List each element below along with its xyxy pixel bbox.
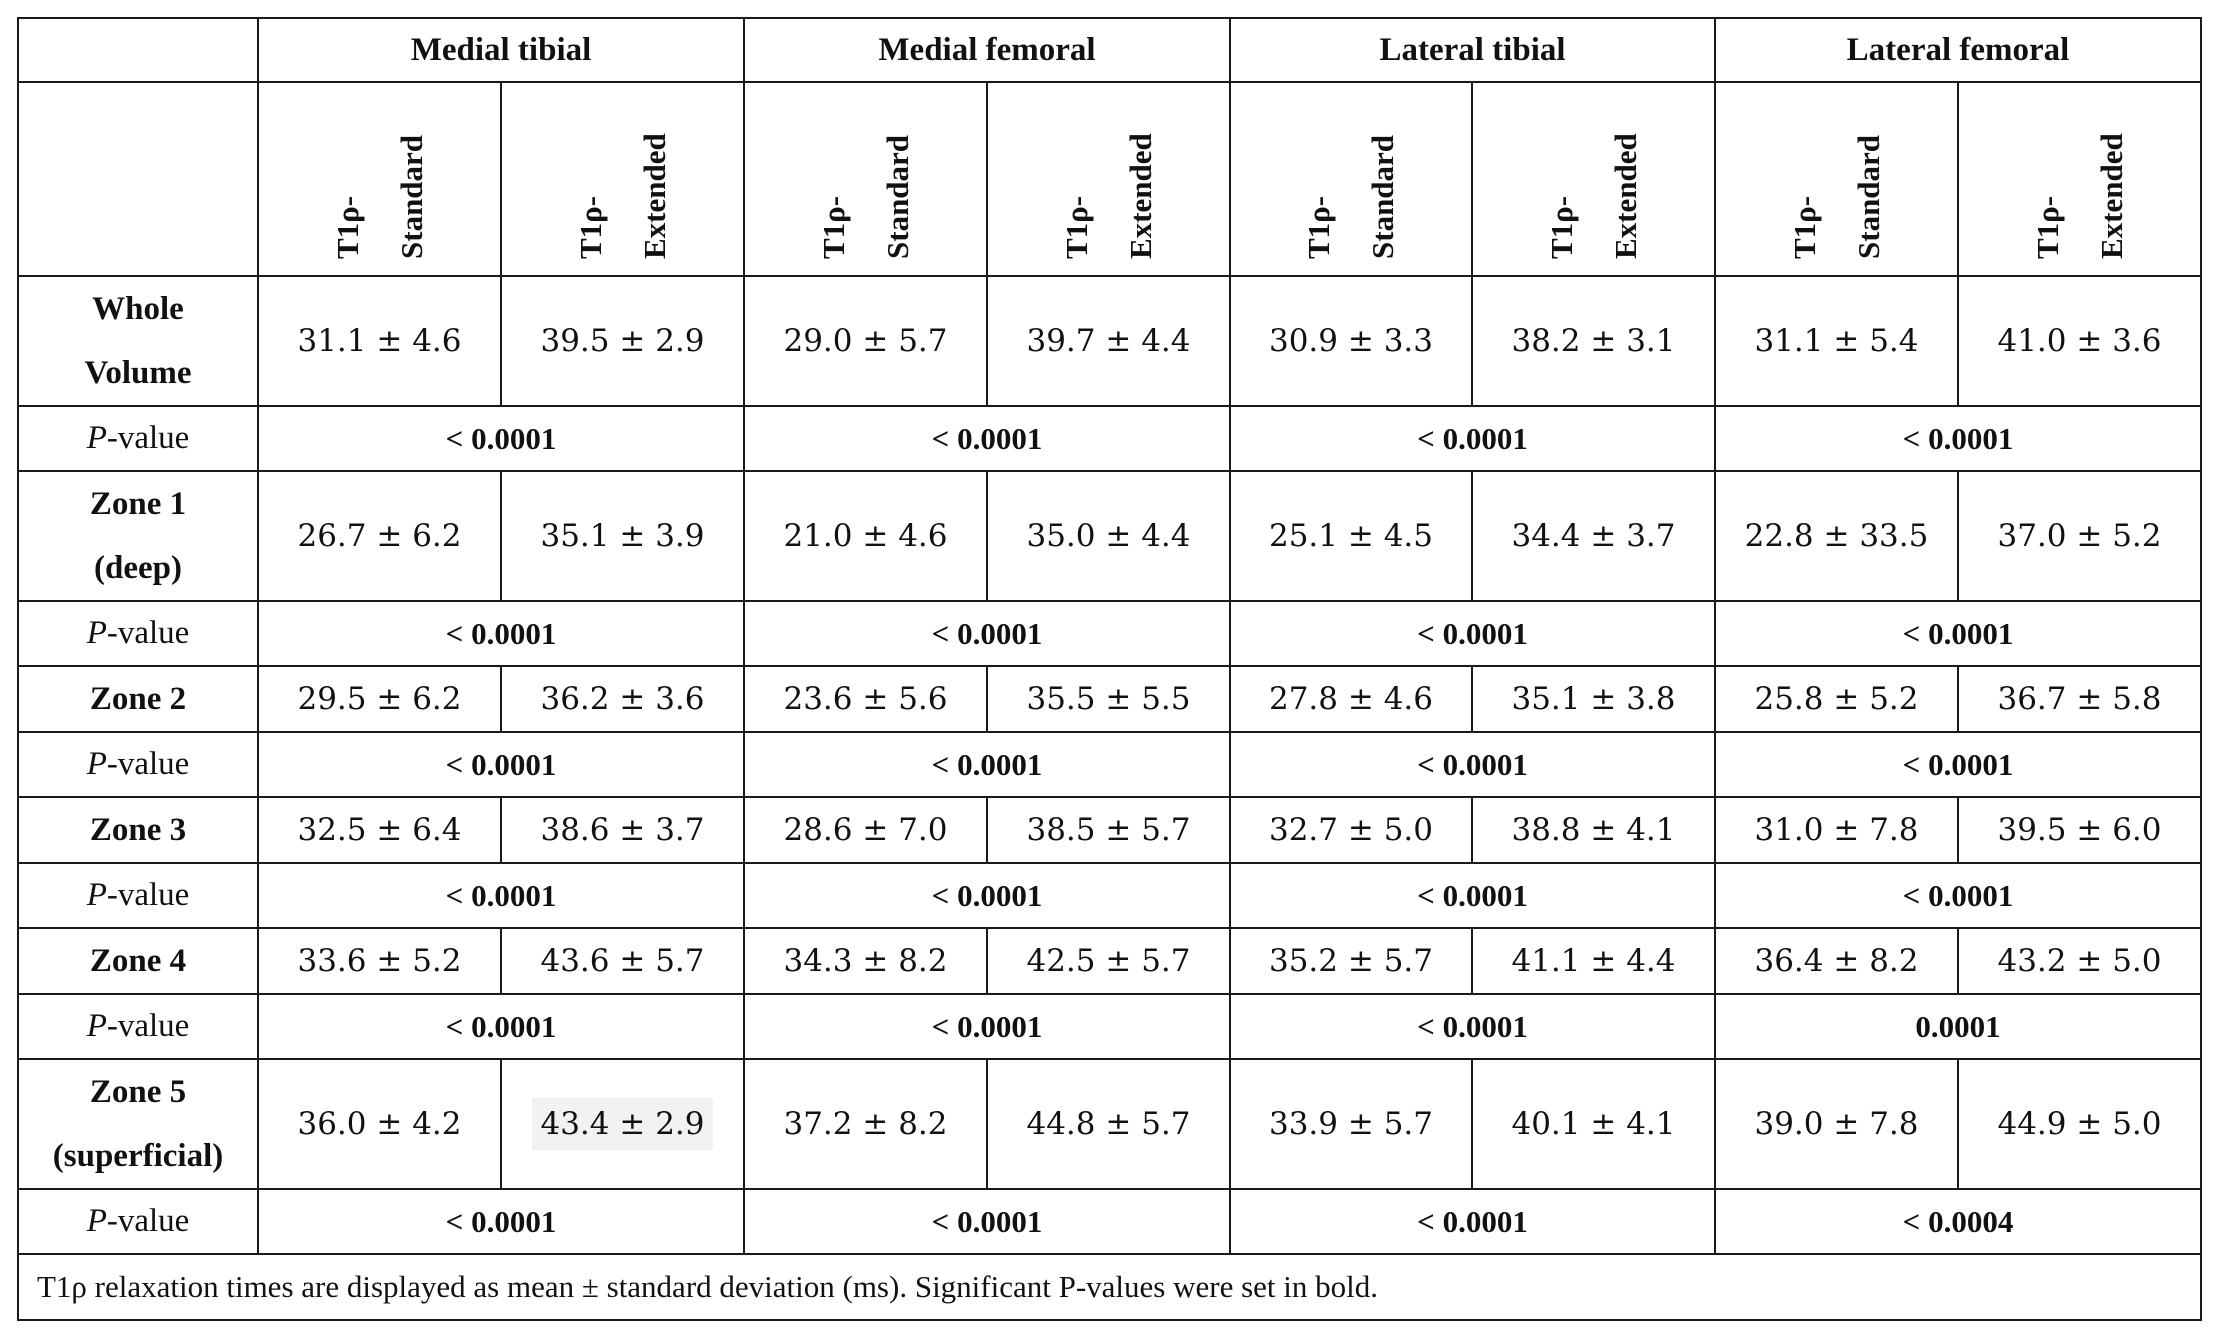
subheader-line1: T1ρ- <box>815 195 851 259</box>
value-cell <box>501 797 744 863</box>
group-header: Medial tibial <box>258 18 744 82</box>
p-value-label <box>18 863 258 928</box>
p-value-cell: < 0.0001 <box>258 601 744 666</box>
value-text: 37.2 ± 8.2 <box>783 1106 948 1142</box>
p-value-cell: < 0.0001 <box>1230 732 1715 797</box>
value-cell <box>1958 471 2201 601</box>
p-value-cell: < 0.0004 <box>1715 1189 2201 1254</box>
data-row <box>18 666 2201 732</box>
row-label-line: (superficial) <box>52 1138 224 1174</box>
subheader-line1: T1ρ- <box>2029 195 2065 259</box>
value-text: 41.0 ± 3.6 <box>1997 323 2162 359</box>
value-text: 31.0 ± 7.8 <box>1754 812 1919 848</box>
footnote-row <box>18 1254 2201 1320</box>
value-text: 25.8 ± 5.2 <box>1754 681 1919 717</box>
value-text: 35.0 ± 4.4 <box>1026 518 1191 554</box>
p-value-cell: < 0.0001 <box>1230 994 1715 1059</box>
p-value-row <box>18 406 2201 471</box>
rotated-label <box>316 99 444 259</box>
value-cell <box>1715 797 1958 863</box>
p-value-row <box>18 863 2201 928</box>
value-cell <box>1472 1059 1715 1189</box>
p-value-label <box>18 406 258 471</box>
value-text: 30.9 ± 3.3 <box>1268 323 1433 359</box>
value-cell <box>987 1059 1230 1189</box>
value-text: 35.1 ± 3.8 <box>1511 681 1676 717</box>
row-label <box>18 666 258 732</box>
value-cell <box>987 276 1230 406</box>
value-text: 26.7 ± 6.2 <box>297 518 462 554</box>
row-label <box>18 928 258 994</box>
value-cell <box>501 1059 744 1189</box>
row-label-line: Zone 3 <box>89 812 187 848</box>
p-value-row <box>18 732 2201 797</box>
p-value-cell: < 0.0001 <box>1230 601 1715 666</box>
table-body <box>18 276 2201 1254</box>
row-label-line: Whole <box>92 291 184 327</box>
p-italic: P <box>86 877 107 913</box>
value-cell <box>258 471 501 601</box>
value-text: 25.1 ± 4.5 <box>1268 518 1433 554</box>
value-cell <box>1958 276 2201 406</box>
subheader-line1: T1ρ- <box>329 195 365 259</box>
value-cell <box>987 666 1230 732</box>
value-text: 38.5 ± 5.7 <box>1026 812 1191 848</box>
data-row <box>18 928 2201 994</box>
value-text: 44.8 ± 5.7 <box>1026 1106 1191 1142</box>
value-text: 43.2 ± 5.0 <box>1997 943 2162 979</box>
value-text: 42.5 ± 5.7 <box>1026 943 1191 979</box>
row-label <box>18 276 258 406</box>
corner-cell <box>18 82 258 276</box>
value-text: 31.1 ± 4.6 <box>297 323 462 359</box>
p-value-cell: < 0.0001 <box>744 1189 1230 1254</box>
p-value-cell: < 0.0001 <box>1715 601 2201 666</box>
value-text: 36.0 ± 4.2 <box>297 1106 462 1142</box>
p-suffix: -value <box>106 615 190 651</box>
p-italic: P <box>86 615 107 651</box>
subheader-line2: Standard <box>1365 134 1400 259</box>
group-header: Lateral femoral <box>1715 18 2201 82</box>
p-suffix: -value <box>106 1203 190 1239</box>
value-cell <box>744 276 987 406</box>
value-cell <box>258 1059 501 1189</box>
value-text: 43.6 ± 5.7 <box>540 943 705 979</box>
p-value-cell: 0.0001 <box>1715 994 2201 1059</box>
p-value-cell: < 0.0001 <box>744 732 1230 797</box>
value-cell <box>501 666 744 732</box>
value-cell <box>1230 471 1472 601</box>
p-suffix: -value <box>106 746 190 782</box>
value-text: 32.5 ± 6.4 <box>297 812 462 848</box>
p-value-label <box>18 601 258 666</box>
p-italic: P <box>86 1008 107 1044</box>
rotated-label <box>1773 99 1901 259</box>
rotated-label <box>802 99 930 259</box>
row-label-line: Zone 1 <box>89 486 187 522</box>
data-row <box>18 1059 2201 1189</box>
value-cell <box>1230 797 1472 863</box>
value-cell <box>1958 666 2201 732</box>
value-cell <box>258 797 501 863</box>
subheader-extended <box>987 82 1230 276</box>
subheader-standard <box>1230 82 1472 276</box>
p-value-cell: < 0.0001 <box>1230 863 1715 928</box>
rotated-label <box>2016 99 2144 259</box>
p-value-label <box>18 732 258 797</box>
p-value-row <box>18 601 2201 666</box>
subheader-line2: Extended <box>636 133 672 259</box>
value-cell <box>1958 797 2201 863</box>
value-text: 35.2 ± 5.7 <box>1268 943 1433 979</box>
rotated-label <box>559 99 687 259</box>
p-suffix: -value <box>106 1008 190 1044</box>
value-cell <box>1958 928 2201 994</box>
row-label <box>18 1059 258 1189</box>
p-value-cell: < 0.0001 <box>1230 406 1715 471</box>
subheader-line2: Standard <box>393 134 429 259</box>
subheader-line2: Extended <box>2093 133 2129 259</box>
value-cell <box>1715 928 1958 994</box>
value-cell <box>987 471 1230 601</box>
group-header-row <box>18 18 2201 82</box>
p-value-cell: < 0.0001 <box>258 994 744 1059</box>
value-text: 40.1 ± 4.1 <box>1511 1106 1676 1142</box>
value-text: 38.8 ± 4.1 <box>1511 812 1676 848</box>
subheader-line2: Extended <box>1607 133 1643 259</box>
value-text: 23.6 ± 5.6 <box>783 681 948 717</box>
value-cell <box>744 797 987 863</box>
value-cell <box>1230 928 1472 994</box>
value-text: 35.5 ± 5.5 <box>1026 681 1191 717</box>
p-value-cell: < 0.0001 <box>258 1189 744 1254</box>
subheader-extended <box>1958 82 2201 276</box>
p-value-cell: < 0.0001 <box>744 601 1230 666</box>
subheader-line1: T1ρ- <box>1786 195 1822 259</box>
row-label-line: Zone 2 <box>89 681 187 717</box>
p-value-cell: < 0.0001 <box>258 406 744 471</box>
subheader-line1: T1ρ- <box>572 195 608 259</box>
value-cell <box>744 928 987 994</box>
value-cell <box>1715 666 1958 732</box>
value-cell <box>1472 797 1715 863</box>
value-text: 39.5 ± 6.0 <box>1997 812 2162 848</box>
rotated-label <box>1530 99 1658 259</box>
value-cell <box>1472 276 1715 406</box>
subheader-line1: T1ρ- <box>1301 195 1336 259</box>
value-text: 39.7 ± 4.4 <box>1026 323 1191 359</box>
subheader-standard <box>258 82 501 276</box>
value-cell <box>744 666 987 732</box>
p-value-row <box>18 994 2201 1059</box>
value-cell <box>744 471 987 601</box>
p-italic: P <box>86 746 107 782</box>
data-row <box>18 471 2201 601</box>
subheader-extended <box>501 82 744 276</box>
p-value-row <box>18 1189 2201 1254</box>
p-value-label <box>18 994 258 1059</box>
group-header: Lateral tibial <box>1230 18 1715 82</box>
value-text: 21.0 ± 4.6 <box>783 518 948 554</box>
p-value-cell: < 0.0001 <box>744 406 1230 471</box>
value-text: 35.1 ± 3.9 <box>540 518 705 554</box>
value-text: 31.1 ± 5.4 <box>1754 323 1919 359</box>
value-text: 36.7 ± 5.8 <box>1997 681 2162 717</box>
value-cell <box>501 471 744 601</box>
p-value-cell: < 0.0001 <box>744 994 1230 1059</box>
value-text: 38.2 ± 3.1 <box>1511 323 1676 359</box>
rotated-label <box>1045 99 1173 259</box>
value-cell <box>1715 1059 1958 1189</box>
value-text: 43.4 ± 2.9 <box>532 1098 712 1150</box>
table-container <box>17 17 2200 1321</box>
value-text: 41.1 ± 4.4 <box>1511 943 1676 979</box>
p-suffix: -value <box>106 877 190 913</box>
value-cell <box>1472 471 1715 601</box>
subheader-line2: Standard <box>879 134 915 259</box>
value-text: 34.3 ± 8.2 <box>783 943 948 979</box>
p-italic: P <box>86 420 107 456</box>
value-text: 36.2 ± 3.6 <box>540 681 705 717</box>
value-cell <box>258 928 501 994</box>
value-text: 22.8 ± 33.5 <box>1744 518 1929 554</box>
row-label-line: Zone 5 <box>89 1074 187 1110</box>
subheader-line2: Extended <box>1122 133 1158 259</box>
row-label <box>18 471 258 601</box>
value-cell <box>1715 471 1958 601</box>
subheader-row <box>18 82 2201 276</box>
value-text: 29.5 ± 6.2 <box>297 681 462 717</box>
value-text: 32.7 ± 5.0 <box>1268 812 1433 848</box>
data-row <box>18 276 2201 406</box>
value-text: 29.0 ± 5.7 <box>783 323 948 359</box>
value-text: 39.0 ± 7.8 <box>1754 1106 1919 1142</box>
row-label-line: Zone 4 <box>89 943 187 979</box>
value-cell <box>258 666 501 732</box>
value-cell <box>1958 1059 2201 1189</box>
value-text: 28.6 ± 7.0 <box>783 812 948 848</box>
value-cell <box>501 276 744 406</box>
value-cell <box>258 276 501 406</box>
value-text: 33.9 ± 5.7 <box>1268 1106 1433 1142</box>
value-cell <box>1472 666 1715 732</box>
value-text: 44.9 ± 5.0 <box>1997 1106 2162 1142</box>
subheader-line1: T1ρ- <box>1543 195 1579 259</box>
value-text: 38.6 ± 3.7 <box>540 812 705 848</box>
value-cell <box>501 928 744 994</box>
p-italic: P <box>86 1203 107 1239</box>
p-value-cell: < 0.0001 <box>1715 406 2201 471</box>
p-value-cell: < 0.0001 <box>744 863 1230 928</box>
subheader-extended <box>1472 82 1715 276</box>
row-label-line: (deep) <box>94 550 182 586</box>
footnote: T1ρ relaxation times are displayed as mean ± standard deviation (ms). Significant P-values were set in bold. <box>18 1254 2201 1320</box>
value-cell <box>1715 276 1958 406</box>
value-cell <box>744 1059 987 1189</box>
p-value-cell: < 0.0001 <box>1715 732 2201 797</box>
data-row <box>18 797 2201 863</box>
value-text: 33.6 ± 5.2 <box>297 943 462 979</box>
row-label <box>18 797 258 863</box>
t1rho-table <box>17 17 2202 1321</box>
value-text: 36.4 ± 8.2 <box>1754 943 1919 979</box>
value-cell <box>1230 1059 1472 1189</box>
subheader-standard <box>1715 82 1958 276</box>
rotated-label <box>1287 99 1415 259</box>
row-label-line: Volume <box>84 355 192 391</box>
value-text: 39.5 ± 2.9 <box>540 323 705 359</box>
p-value-cell: < 0.0001 <box>1715 863 2201 928</box>
value-text: 37.0 ± 5.2 <box>1997 518 2162 554</box>
corner-cell <box>18 18 258 82</box>
subheader-line1: T1ρ- <box>1058 195 1094 259</box>
value-cell <box>1230 276 1472 406</box>
p-value-cell: < 0.0001 <box>1230 1189 1715 1254</box>
group-header: Medial femoral <box>744 18 1230 82</box>
p-value-cell: < 0.0001 <box>258 863 744 928</box>
subheader-line2: Standard <box>1850 134 1886 259</box>
value-cell <box>1472 928 1715 994</box>
subheader-standard <box>744 82 987 276</box>
value-cell <box>987 928 1230 994</box>
p-suffix: -value <box>106 420 190 456</box>
p-value-label <box>18 1189 258 1254</box>
p-value-cell: < 0.0001 <box>258 732 744 797</box>
value-text: 27.8 ± 4.6 <box>1268 681 1433 717</box>
value-cell <box>1230 666 1472 732</box>
value-text: 34.4 ± 3.7 <box>1511 518 1676 554</box>
value-cell <box>987 797 1230 863</box>
